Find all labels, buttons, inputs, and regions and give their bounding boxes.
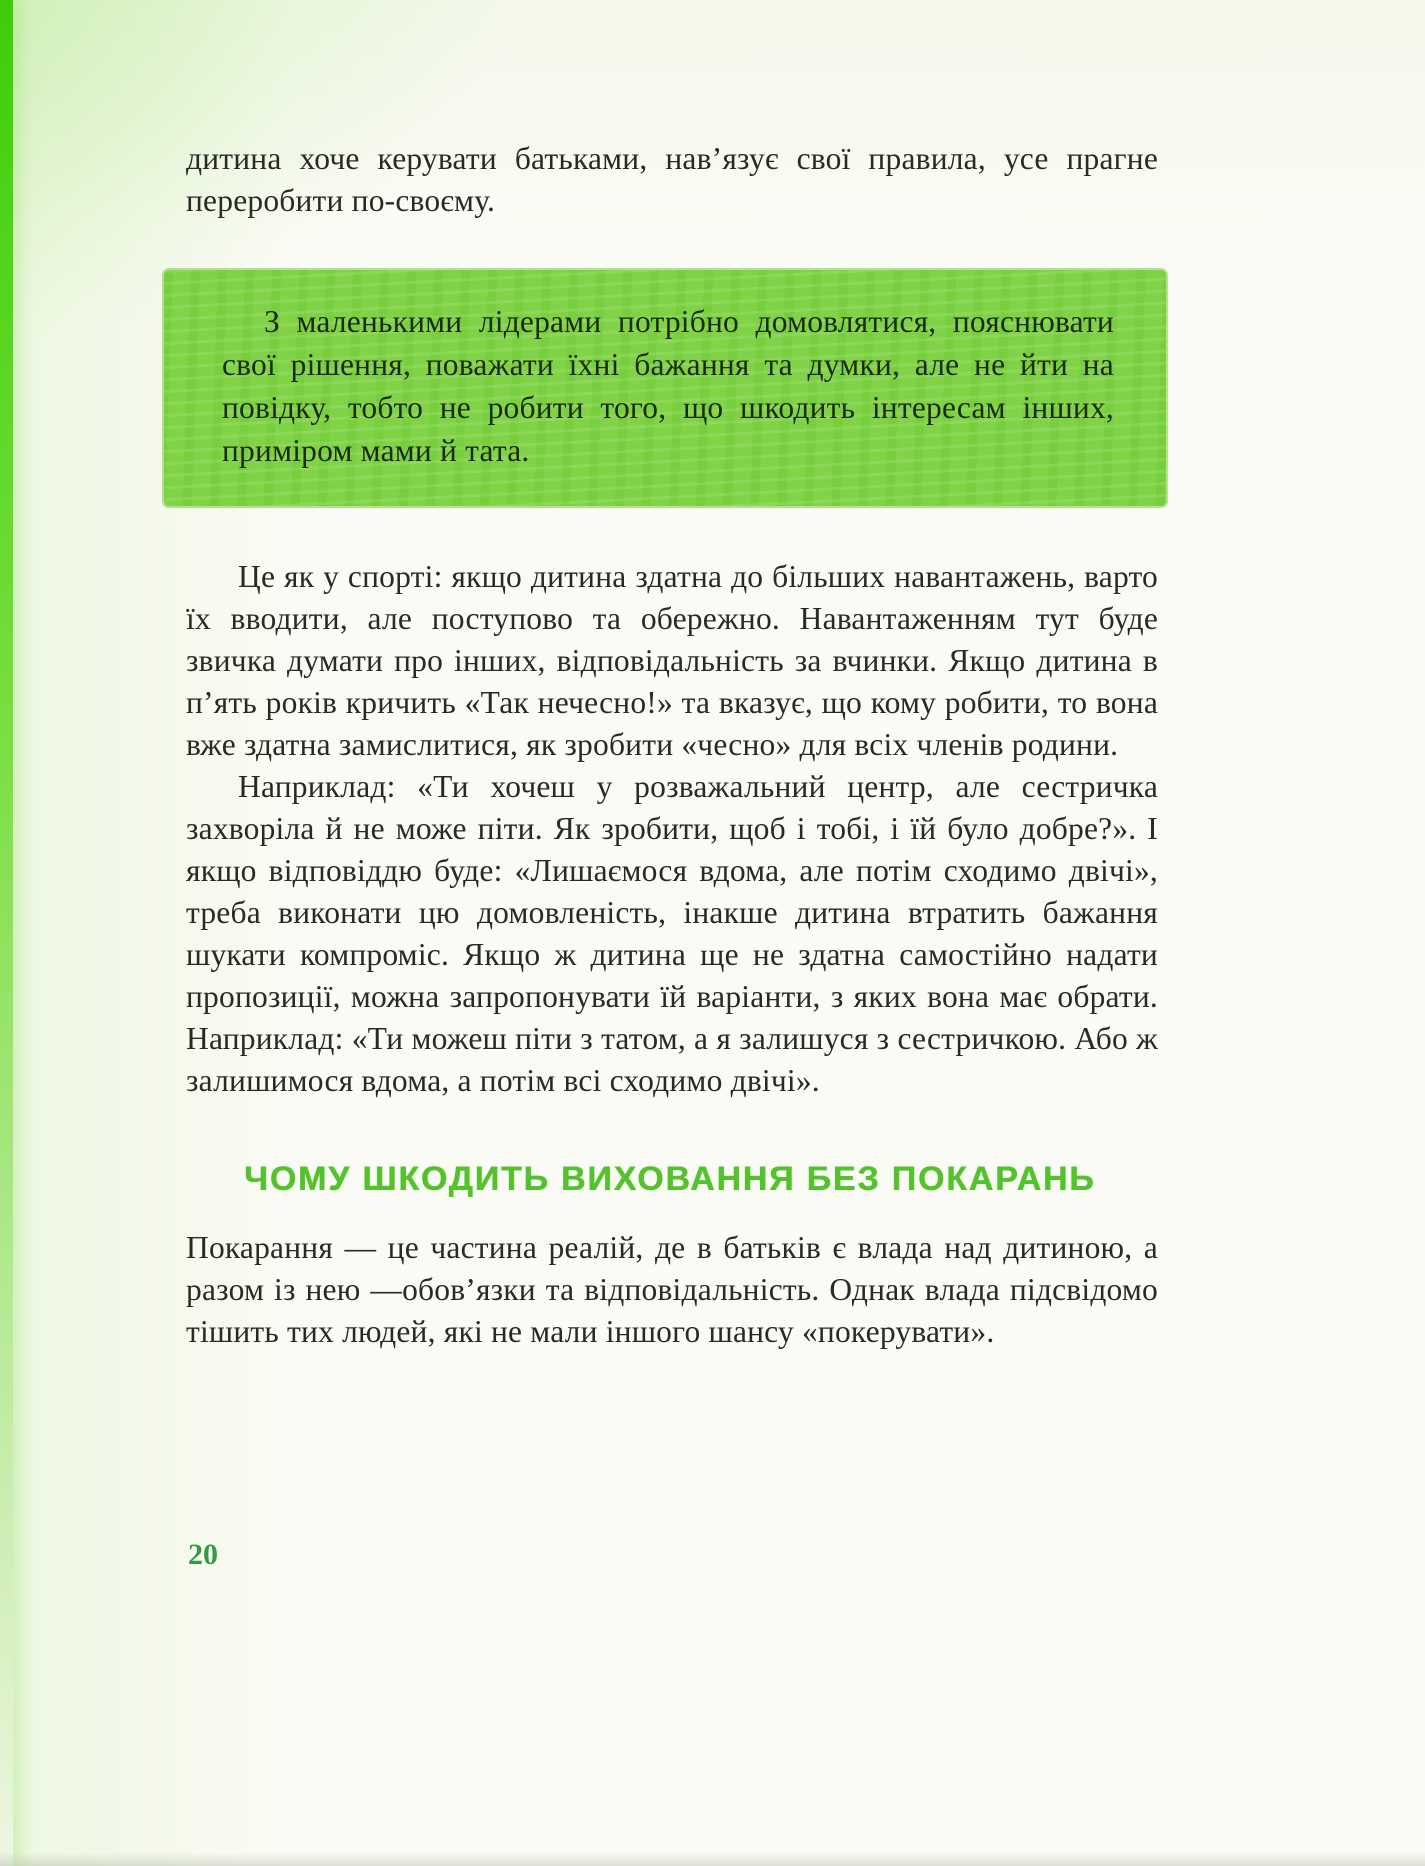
callout-text: З маленькими лідерами потрібно домовлятися, пояснювати свої рішення, поважати їхні бажання та думки, але не йти на повідку, тобто не робити того, що шкодить інтересам інших, приміром мами й тата. xyxy=(222,304,1114,468)
body-paragraph-example: Наприклад: «Ти хочеш у розважальний центр, але сестричка захворіла й не може піти. Як зробити, щоб і тобі, і їй було добре?». І якщо відповіддю буде: «Лишаємося вдома, але потім сходимо двічі», треба виконати цю домовленість, інакше дитина втратить бажання шукати компроміс. Якщо ж дитина ще не здатна самостійно надати пропозиції, можна запропонувати їй варіанти, з яких вона має обрати. Наприклад: «Ти можеш піти з татом, а я залишуся з сестричкою. Або ж залишимося вдома, а потім всі сходимо двічі». xyxy=(186,769,1158,1098)
callout-box xyxy=(164,270,1166,506)
page-number: 20 xyxy=(188,1538,218,1571)
page-content xyxy=(186,138,1158,1353)
page-edge-green-strip xyxy=(0,0,13,1866)
section-paragraph-punishment: Покарання — це частина реалій, де в батьків є влада над дитиною, а разом із нею —обов’язки та відповідальність. Однак влада підсвідомо тішить тих людей, які не мали іншого шансу «покерувати». xyxy=(186,1230,1158,1349)
intro-paragraph: дитина хоче керувати батьками, нав’язує свої правила, усе прагне переробити по-своєму. xyxy=(186,141,1158,218)
section-heading: ЧОМУ ШКОДИТЬ ВИХОВАННЯ БЕЗ ПОКАРАНЬ xyxy=(244,1160,1096,1198)
body-paragraph-sport: Це як у спорті: якщо дитина здатна до більших навантажень, варто їх вводити, але поступово та обережно. Навантаженням тут буде звичка думати про інших, відповідальність за вчинки. Якщо дитина в п’ять років кричить «Так нечесно!» та вказує, що кому робити, то вона вже здатна замислитися, як зробити «чесно» для всіх членів родини. xyxy=(186,559,1158,762)
